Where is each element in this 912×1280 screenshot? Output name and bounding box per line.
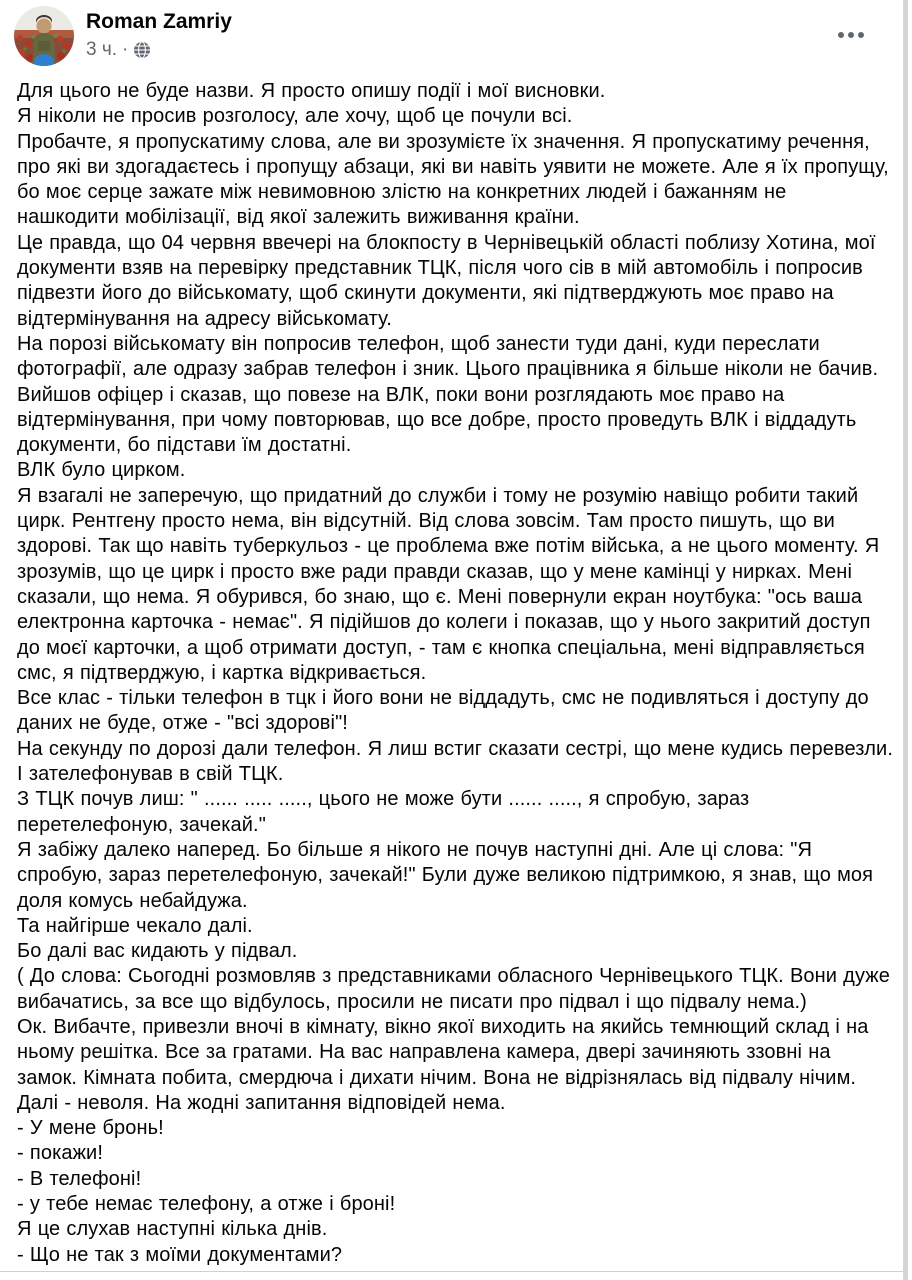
post-text — [0, 70, 903, 1268]
post-bottom-divider — [0, 1271, 903, 1272]
ellipsis-menu-icon — [838, 32, 844, 38]
post-text-paragraph: Це правда, що 04 червня ввечері на блокпосту в Чернівецькій області поблизу Хотина, мої документи взяв на перевірку представник ТЦК, після чого сів в мій автомобіль і попросив підвезти його до військомату, щоб скинути документи, які підтверджують моє право на відтермінування на адресу військомату. — [17, 231, 876, 330]
avatar[interactable] — [14, 6, 74, 66]
profile-photo-poppy-field-icon — [14, 6, 74, 66]
post-text-paragraph: Я це слухав наступні кілька днів. — [17, 1218, 328, 1241]
meta-separator: · — [122, 39, 129, 60]
post-text-paragraph: Для цього не буде назви. Я просто опишу події і мої висновки. — [17, 80, 606, 102]
post-header — [0, 0, 903, 70]
post-text-paragraph: ( До слова: Сьогодні розмовляв з представниками обласного Чернівецького ТЦК. Вони дуже вибачатись, за все що відбулось, просили не писати про підвал і що підвалу нема.) — [17, 965, 890, 1013]
timestamp-link[interactable]: 3 ч. — [86, 39, 118, 60]
post-text-paragraph: - покажи! — [17, 1142, 103, 1165]
post-text-paragraph: - у тебе немає телефону, а отже і броні! — [17, 1193, 396, 1216]
author-block — [86, 9, 232, 62]
post-text-paragraph: Бо далі вас кидають у підвал. — [17, 940, 298, 963]
post-text-paragraph: ВЛК було цирком. — [17, 459, 186, 482]
post-text-paragraph: На порозі військомату він попросив телефон, щоб занести туди дані, куди переслати фотографії, але одразу забрав телефон і зник. Цього працівника я більше ніколи не бачив. — [17, 332, 879, 381]
globe-public-icon — [133, 41, 151, 59]
post-text-paragraph: Пробачте, я пропускатиму слова, але ви зрозумієте їх значення. Я пропускатиму речення, про які ви здогадаєтесь і пропущу абзаци, які ви навіть уявити не можете. Але я їх пропущу, бо моє серце зажате між невимовною злістю на конкретних людей і бажанням не нашкодити мобілізації, від якої залежить виживання країни. — [17, 130, 889, 229]
post-text-paragraph: З ТЦК почув лиш: " ...... ..... ....., цього не може бути ...... ....., я спробую, зараз перетелефоную, зачекай." — [17, 788, 750, 836]
post-text-paragraph: - У мене бронь! — [17, 1117, 164, 1140]
post-text-paragraph: Все клас - тільки телефон в тцк і його вони не віддадуть, смс не подивляться і доступу до даних не буде, отже - "всі здорові"! — [17, 687, 869, 735]
post-text-paragraph: - В телефоні! — [17, 1167, 142, 1190]
author-name-link[interactable]: Roman Zamriy — [86, 10, 232, 33]
post-text-paragraph: Я забіжу далеко наперед. Бо більше я нікого не почув наступні дні. Але ці слова: "Я спробую, зараз перетелефоную, зачекай!" Були дуже великою підтримкою, я знав, що моя доля комусь небайдужа. — [17, 838, 874, 912]
post-text-paragraph: Я взагалі не заперечую, що придатний до служби і тому не розумію навіщо робити такий цирк. Рентгену просто нема, він відсутній. Від слова зовсім. Там просто пишуть, що ви здорові. Так що навіть туберкульоз - це проблема вже потім війська, а не цього моменту. Я зрозумів, що це цирк і просто вже ради правди сказав, що у мене камінці у нирках. Мені сказали, що нема. Я обурився, бо знаю, що є. Мені повернули екран ноутбука: "ось ваша електронна карточка - немає". Я підійшов до колеги і показав, що у нього закритий доступ до моєї карточки, а щоб отримати доступ, - там є кнопка спеціальна, мені відправляється смс, я підтверджую, і картка відкривається. — [17, 484, 880, 684]
post-text-paragraph: Та найгірше чекало далі. — [17, 914, 253, 937]
post-text-paragraph: - Що не так з моїми документами? — [17, 1243, 343, 1266]
post-text-paragraph: Вийшов офіцер і сказав, що повезе на ВЛК, поки вони розглядають моє право на відтермінування, при чому повторював, що все добре, просто проведуть ВЛК і віддадуть документи, бо підстави їм достатні. — [17, 383, 857, 457]
post-options-button[interactable] — [829, 20, 873, 50]
post-meta-row — [86, 38, 232, 62]
post-text-paragraph: На секунду по дорозі дали телефон. Я лиш встиг сказати сестрі, що мене кудись перевезли. І зателефонував в свій ТЦК. — [17, 737, 893, 786]
post-text-paragraph: Я ніколи не просив розголосу, але хочу, щоб це почули всі. — [17, 105, 573, 128]
window-edge-strip — [903, 0, 908, 1280]
post-text-paragraph: Ок. Вибачте, привезли вночі в кімнату, вікно якої виходить на якийсь темнющий склад і на ньому решітка. Все за гратами. На вас направлена камера, двері зачиняють ззовні на замок. Кімната побита, смердюча і дихати нічим. Вона не відрізнялась від підвалу нічим. Далі - неволя. На жодні запитання відповідей нема. — [17, 1015, 869, 1114]
